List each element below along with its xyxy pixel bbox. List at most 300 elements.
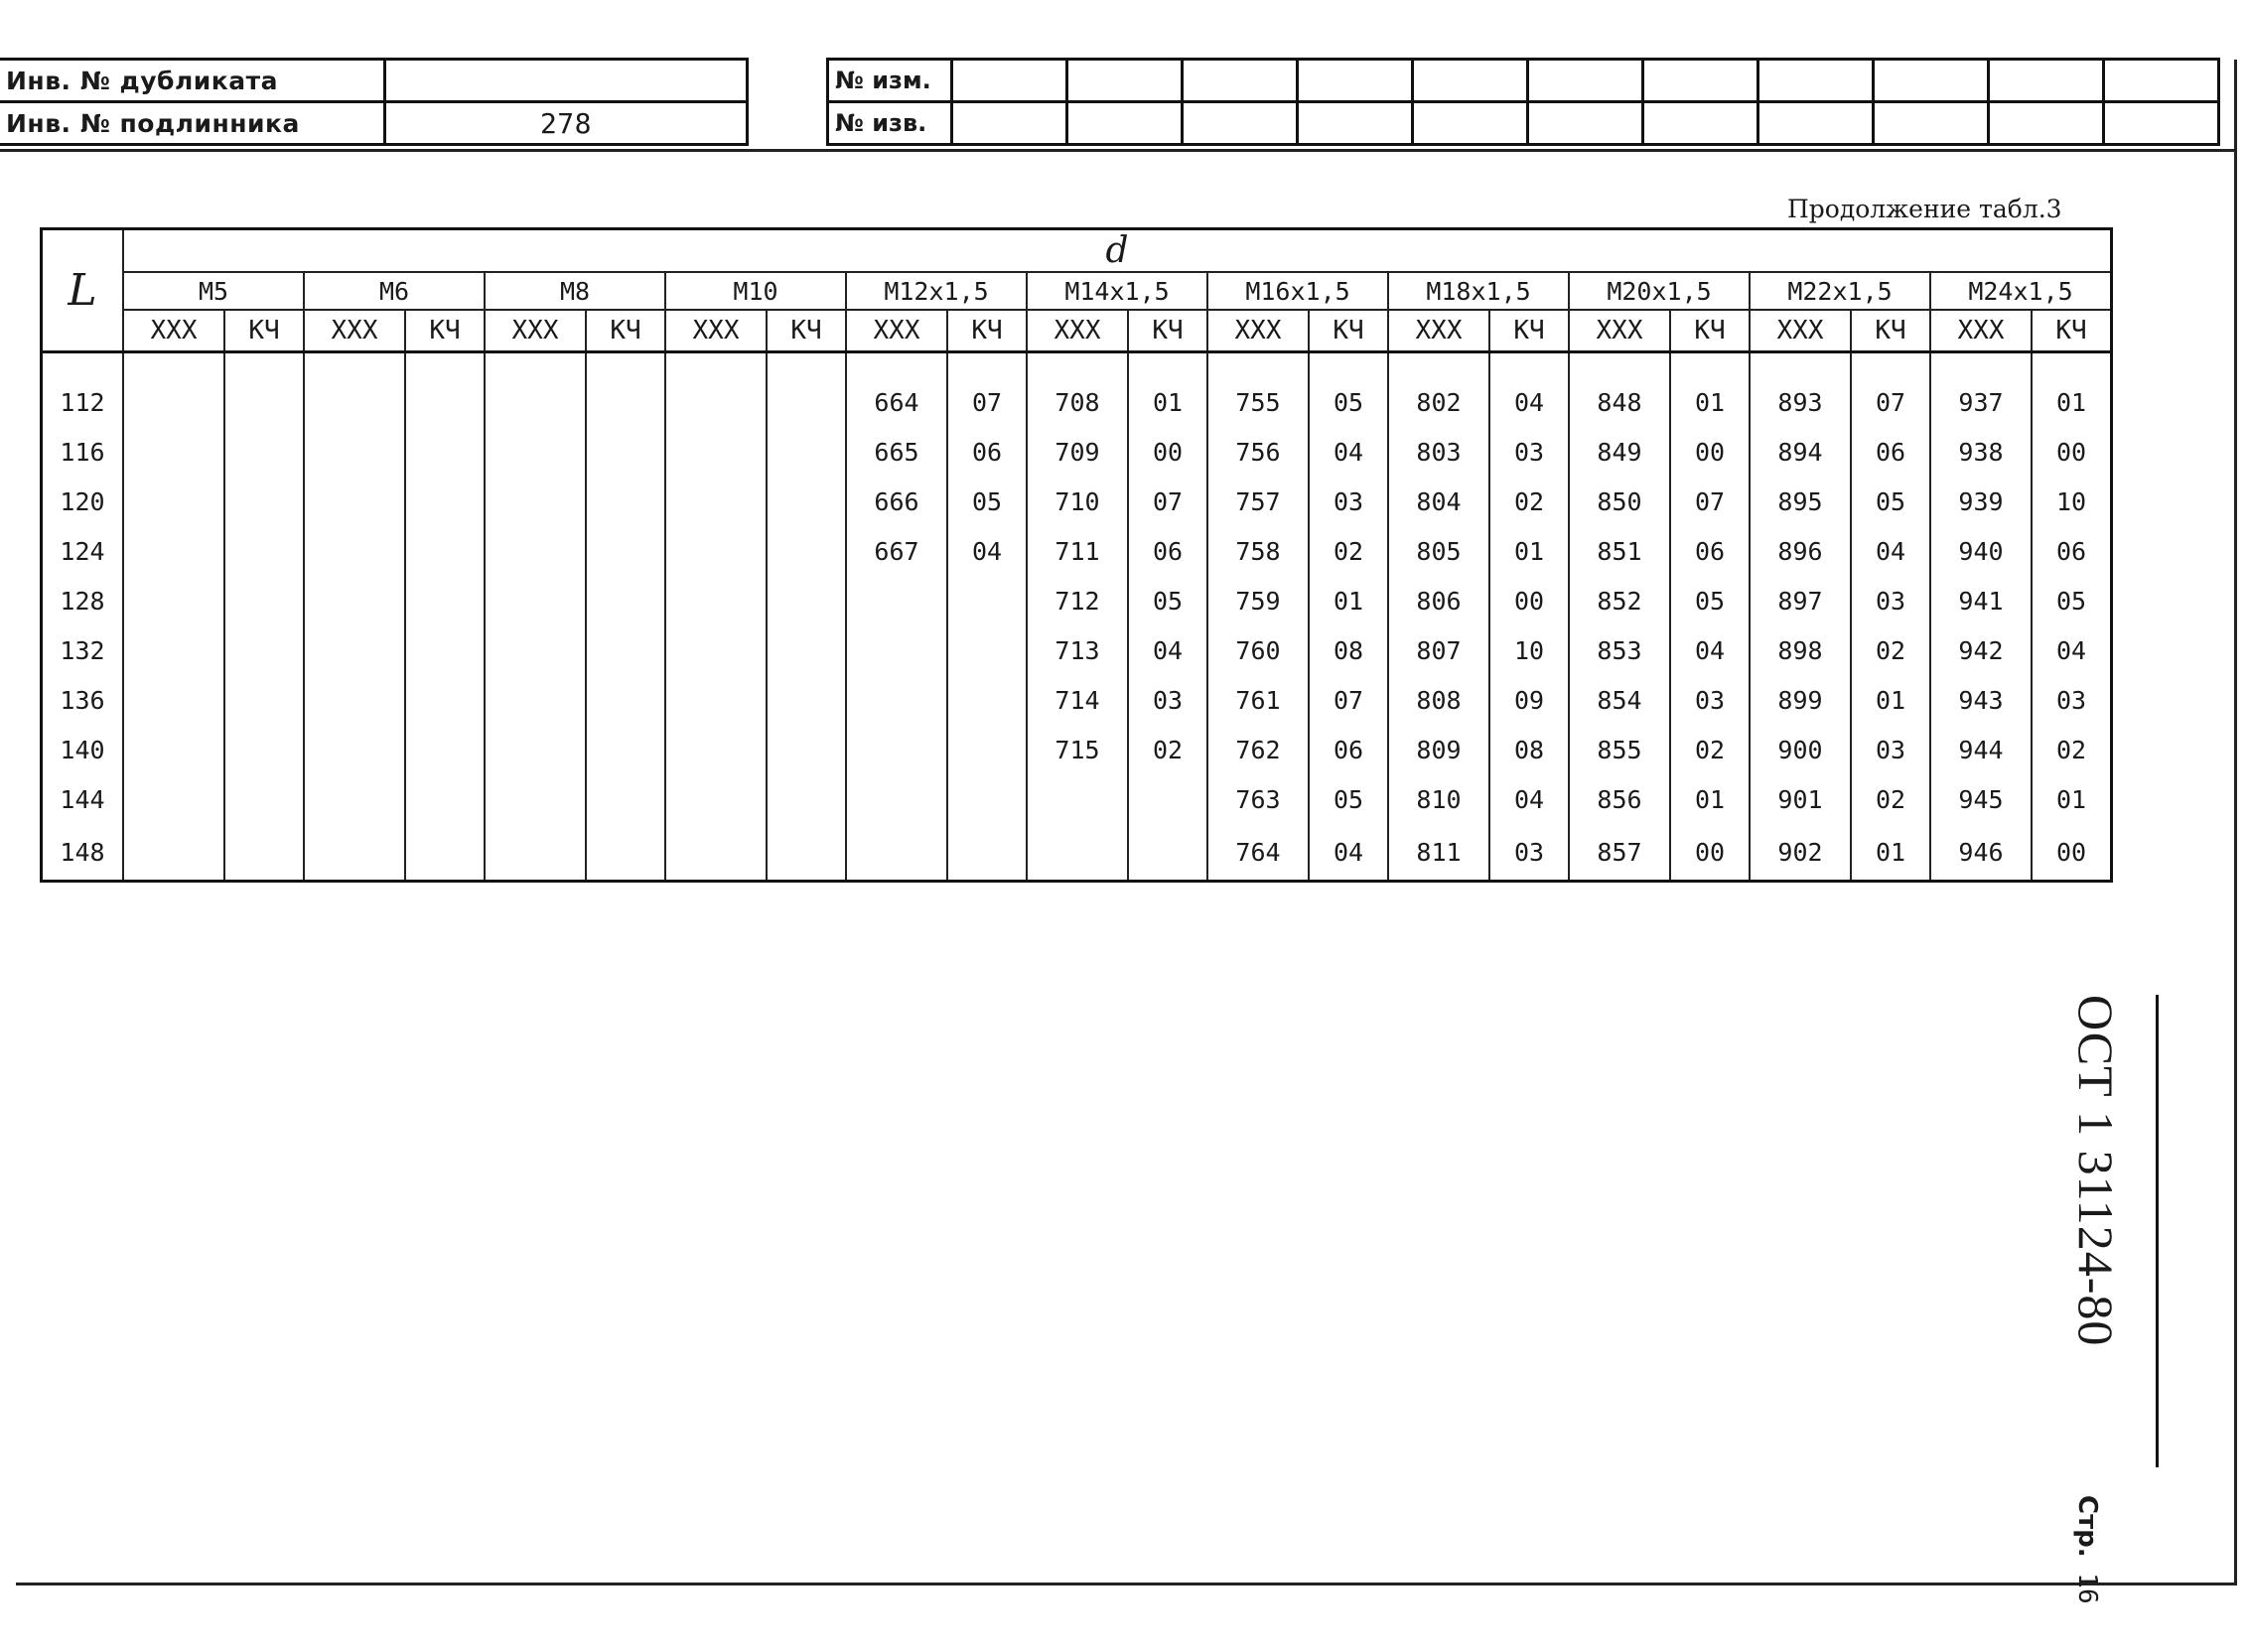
length-cell: 140	[42, 725, 124, 774]
class-cell: 05	[2032, 576, 2112, 625]
code-cell: 900	[1750, 725, 1851, 774]
page-indicator	[2072, 1495, 2102, 1604]
code-cell: 805	[1388, 526, 1489, 576]
code-subheader: ХХХ	[1569, 310, 1670, 352]
size-header: М20х1,5	[1569, 272, 1750, 310]
original-label: Инв. № подлинника	[0, 102, 385, 145]
code-cell	[304, 824, 405, 882]
spacer-cell	[485, 352, 586, 378]
class-cell: 05	[1851, 477, 1930, 526]
spacer-cell	[1670, 352, 1750, 378]
class-cell: 02	[1670, 725, 1750, 774]
spacer-row	[42, 352, 2112, 378]
class-subheader: КЧ	[1489, 310, 1569, 352]
spacer-cell	[2032, 352, 2112, 378]
class-cell	[405, 526, 485, 576]
code-cell: 893	[1750, 377, 1851, 427]
code-cell: 806	[1388, 576, 1489, 625]
class-cell	[586, 824, 665, 882]
code-cell: 898	[1750, 625, 1851, 675]
code-cell: 709	[1027, 427, 1128, 477]
class-cell: 03	[1128, 675, 1207, 725]
class-cell: 01	[1670, 377, 1750, 427]
duplicate-value	[385, 60, 748, 102]
length-cell: 116	[42, 427, 124, 477]
table-row	[42, 824, 2112, 882]
class-cell: 00	[1128, 427, 1207, 477]
spacer-cell	[947, 352, 1027, 378]
code-cell: 938	[1930, 427, 2032, 477]
code-subheader: ХХХ	[1388, 310, 1489, 352]
code-cell	[485, 477, 586, 526]
length-cell: 136	[42, 675, 124, 725]
class-cell	[405, 477, 485, 526]
class-cell	[224, 526, 304, 576]
class-cell: 04	[947, 526, 1027, 576]
class-cell: 00	[1670, 427, 1750, 477]
code-cell	[1027, 824, 1128, 882]
length-cell: 112	[42, 377, 124, 427]
class-cell: 05	[1670, 576, 1750, 625]
code-cell: 851	[1569, 526, 1670, 576]
class-cell: 01	[1851, 675, 1930, 725]
class-cell	[947, 725, 1027, 774]
class-cell	[947, 625, 1027, 675]
code-cell: 664	[846, 377, 947, 427]
code-subheader: ХХХ	[1930, 310, 2032, 352]
class-cell	[224, 774, 304, 824]
page-number: 16	[2072, 1573, 2102, 1604]
change-registry-block	[826, 58, 2220, 146]
spacer-cell	[1309, 352, 1388, 378]
length-cell: 132	[42, 625, 124, 675]
page-label: Стр.	[2072, 1495, 2102, 1558]
code-cell	[665, 725, 767, 774]
spacer-cell	[767, 352, 846, 378]
code-subheader: ХХХ	[665, 310, 767, 352]
change-cell	[1643, 60, 1758, 102]
length-cell: 124	[42, 526, 124, 576]
size-header: М18х1,5	[1388, 272, 1569, 310]
notice-no-row	[828, 102, 2219, 145]
change-cell	[1298, 60, 1413, 102]
original-value: 278	[385, 102, 748, 145]
code-cell	[123, 725, 224, 774]
class-cell	[405, 576, 485, 625]
code-cell	[665, 774, 767, 824]
class-cell: 05	[947, 477, 1027, 526]
code-cell	[665, 625, 767, 675]
size-header: М22х1,5	[1750, 272, 1930, 310]
class-cell	[224, 427, 304, 477]
class-subheader: КЧ	[586, 310, 665, 352]
spacer-cell	[1851, 352, 1930, 378]
class-cell: 07	[1851, 377, 1930, 427]
code-cell: 808	[1388, 675, 1489, 725]
class-cell: 04	[2032, 625, 2112, 675]
class-cell: 00	[1489, 576, 1569, 625]
code-cell: 666	[846, 477, 947, 526]
duplicate-label: Инв. № дубликата	[0, 60, 385, 102]
class-subheader: КЧ	[767, 310, 846, 352]
code-cell	[485, 725, 586, 774]
spacer-cell	[1930, 352, 2032, 378]
change-no-row	[828, 60, 2219, 102]
code-cell: 856	[1569, 774, 1670, 824]
class-cell: 01	[2032, 377, 2112, 427]
change-cell	[1874, 60, 1989, 102]
class-cell	[224, 824, 304, 882]
class-cell	[947, 774, 1027, 824]
code-cell: 757	[1207, 477, 1309, 526]
code-cell: 809	[1388, 725, 1489, 774]
class-cell: 01	[1128, 377, 1207, 427]
class-cell	[586, 675, 665, 725]
code-cell: 756	[1207, 427, 1309, 477]
code-cell	[123, 427, 224, 477]
code-cell: 896	[1750, 526, 1851, 576]
code-cell	[123, 576, 224, 625]
class-cell: 08	[1489, 725, 1569, 774]
code-cell	[665, 377, 767, 427]
spacer-cell	[586, 352, 665, 378]
class-cell: 03	[1851, 725, 1930, 774]
change-cell	[2104, 60, 2219, 102]
thread-size-table	[40, 227, 2113, 883]
spacer-cell	[304, 352, 405, 378]
code-cell: 667	[846, 526, 947, 576]
table-row	[42, 725, 2112, 774]
notice-cell	[1413, 102, 1528, 145]
length-column-header: L	[42, 229, 124, 352]
spacer-cell	[405, 352, 485, 378]
change-cell	[1989, 60, 2104, 102]
code-cell	[485, 576, 586, 625]
class-cell	[586, 725, 665, 774]
spacer-cell	[1128, 352, 1207, 378]
spacer-cell	[1569, 352, 1670, 378]
notice-cell	[1874, 102, 1989, 145]
class-cell	[224, 377, 304, 427]
code-cell	[123, 824, 224, 882]
change-cell	[1183, 60, 1298, 102]
class-cell: 00	[2032, 824, 2112, 882]
code-subheader: ХХХ	[846, 310, 947, 352]
class-subheader: КЧ	[405, 310, 485, 352]
class-cell	[947, 576, 1027, 625]
class-cell	[767, 774, 846, 824]
class-cell: 06	[2032, 526, 2112, 576]
class-cell: 02	[1851, 625, 1930, 675]
code-cell: 755	[1207, 377, 1309, 427]
code-cell	[123, 526, 224, 576]
size-header: М14х1,5	[1027, 272, 1207, 310]
class-cell: 09	[1489, 675, 1569, 725]
notice-cell	[1067, 102, 1183, 145]
class-cell: 06	[1851, 427, 1930, 477]
code-cell	[485, 774, 586, 824]
class-cell: 08	[1309, 625, 1388, 675]
length-cell: 148	[42, 824, 124, 882]
code-cell: 901	[1750, 774, 1851, 824]
code-cell: 939	[1930, 477, 2032, 526]
table-body	[42, 352, 2112, 882]
class-cell	[586, 526, 665, 576]
class-cell	[1128, 774, 1207, 824]
class-cell: 02	[1128, 725, 1207, 774]
code-cell	[665, 477, 767, 526]
stamp-rule	[2156, 995, 2159, 1467]
code-cell: 712	[1027, 576, 1128, 625]
code-cell: 855	[1569, 725, 1670, 774]
code-cell: 764	[1207, 824, 1309, 882]
class-cell	[224, 725, 304, 774]
code-cell	[485, 526, 586, 576]
class-cell	[405, 625, 485, 675]
class-subheader: КЧ	[947, 310, 1027, 352]
inventory-block	[0, 58, 749, 146]
notice-cell	[1528, 102, 1643, 145]
size-header: М12х1,5	[846, 272, 1027, 310]
size-header: М5	[123, 272, 304, 310]
original-row	[0, 102, 748, 145]
code-cell: 760	[1207, 625, 1309, 675]
table-row	[42, 675, 2112, 725]
code-cell: 942	[1930, 625, 2032, 675]
size-header: М24х1,5	[1930, 272, 2112, 310]
code-cell	[123, 675, 224, 725]
code-cell	[665, 824, 767, 882]
code-cell: 899	[1750, 675, 1851, 725]
code-cell	[665, 427, 767, 477]
code-cell: 897	[1750, 576, 1851, 625]
class-cell: 01	[1489, 526, 1569, 576]
class-cell: 04	[1128, 625, 1207, 675]
notice-cell	[1643, 102, 1758, 145]
code-cell: 665	[846, 427, 947, 477]
class-cell	[767, 576, 846, 625]
code-cell	[485, 377, 586, 427]
class-cell: 01	[1309, 576, 1388, 625]
change-cell	[1528, 60, 1643, 102]
code-cell: 895	[1750, 477, 1851, 526]
code-cell: 850	[1569, 477, 1670, 526]
code-cell	[665, 675, 767, 725]
class-cell: 00	[2032, 427, 2112, 477]
code-cell: 713	[1027, 625, 1128, 675]
code-cell	[123, 625, 224, 675]
spacer-cell	[1489, 352, 1569, 378]
change-cell	[1067, 60, 1183, 102]
code-cell: 714	[1027, 675, 1128, 725]
class-cell: 01	[1851, 824, 1930, 882]
class-cell: 07	[1309, 675, 1388, 725]
notice-cell	[1758, 102, 1874, 145]
code-cell: 943	[1930, 675, 2032, 725]
class-cell: 10	[2032, 477, 2112, 526]
class-cell	[767, 675, 846, 725]
class-cell: 03	[1489, 427, 1569, 477]
class-cell	[767, 625, 846, 675]
frame-top-line	[0, 149, 2236, 152]
class-cell: 06	[1670, 526, 1750, 576]
code-cell	[304, 477, 405, 526]
class-cell	[586, 477, 665, 526]
class-cell: 07	[947, 377, 1027, 427]
table-row	[42, 526, 2112, 576]
code-cell: 940	[1930, 526, 2032, 576]
class-cell: 01	[1670, 774, 1750, 824]
spacer-cell	[1027, 352, 1128, 378]
class-cell	[767, 824, 846, 882]
class-cell	[947, 675, 1027, 725]
class-cell	[405, 824, 485, 882]
code-cell: 944	[1930, 725, 2032, 774]
code-cell: 758	[1207, 526, 1309, 576]
code-cell: 762	[1207, 725, 1309, 774]
class-cell: 02	[2032, 725, 2112, 774]
table-row	[42, 576, 2112, 625]
class-cell: 05	[1309, 774, 1388, 824]
class-cell: 05	[1128, 576, 1207, 625]
code-cell: 803	[1388, 427, 1489, 477]
class-cell	[586, 774, 665, 824]
class-cell	[767, 427, 846, 477]
code-cell: 941	[1930, 576, 2032, 625]
spacer-cell	[1750, 352, 1851, 378]
length-cell: 120	[42, 477, 124, 526]
class-subheader: КЧ	[1309, 310, 1388, 352]
code-cell: 849	[1569, 427, 1670, 477]
change-no-label: № изм.	[828, 60, 952, 102]
table-row	[42, 774, 2112, 824]
code-subheader: ХХХ	[485, 310, 586, 352]
class-subheader: КЧ	[1128, 310, 1207, 352]
code-cell: 811	[1388, 824, 1489, 882]
code-cell	[485, 675, 586, 725]
class-cell: 04	[1851, 526, 1930, 576]
code-cell: 810	[1388, 774, 1489, 824]
code-subheader: ХХХ	[1750, 310, 1851, 352]
notice-no-label: № изв.	[828, 102, 952, 145]
class-subheader: КЧ	[1851, 310, 1930, 352]
class-cell: 03	[1489, 824, 1569, 882]
sub-header-row	[42, 310, 2112, 352]
class-cell: 07	[1128, 477, 1207, 526]
size-header: М8	[485, 272, 665, 310]
class-cell: 06	[1309, 725, 1388, 774]
class-cell: 02	[1851, 774, 1930, 824]
class-cell: 06	[1128, 526, 1207, 576]
class-cell	[947, 824, 1027, 882]
code-cell: 853	[1569, 625, 1670, 675]
code-subheader: ХХХ	[304, 310, 405, 352]
class-cell: 00	[1670, 824, 1750, 882]
spacer-cell	[123, 352, 224, 378]
code-cell: 710	[1027, 477, 1128, 526]
class-cell	[405, 725, 485, 774]
class-cell	[1128, 824, 1207, 882]
notice-cell	[1989, 102, 2104, 145]
code-cell	[304, 774, 405, 824]
class-cell	[586, 625, 665, 675]
size-header: М16х1,5	[1207, 272, 1388, 310]
code-cell	[846, 675, 947, 725]
spacer-cell	[665, 352, 767, 378]
class-cell: 03	[2032, 675, 2112, 725]
duplicate-row	[0, 60, 748, 102]
size-header: М6	[304, 272, 485, 310]
code-cell	[304, 377, 405, 427]
code-cell	[123, 774, 224, 824]
class-cell	[224, 576, 304, 625]
code-cell: 711	[1027, 526, 1128, 576]
class-cell: 04	[1489, 774, 1569, 824]
code-cell	[846, 625, 947, 675]
length-cell: 144	[42, 774, 124, 824]
notice-cell	[2104, 102, 2219, 145]
class-cell: 06	[947, 427, 1027, 477]
table-row	[42, 427, 2112, 477]
class-cell: 03	[1309, 477, 1388, 526]
class-cell	[767, 477, 846, 526]
code-cell	[485, 427, 586, 477]
change-cell	[1758, 60, 1874, 102]
table-row	[42, 625, 2112, 675]
class-cell: 02	[1489, 477, 1569, 526]
class-cell	[767, 725, 846, 774]
change-cell	[1413, 60, 1528, 102]
code-cell: 848	[1569, 377, 1670, 427]
code-cell	[846, 576, 947, 625]
spacer-cell	[846, 352, 947, 378]
class-cell	[405, 427, 485, 477]
diameter-group-header: d	[123, 229, 2112, 273]
class-cell: 05	[1309, 377, 1388, 427]
code-cell: 902	[1750, 824, 1851, 882]
code-cell: 854	[1569, 675, 1670, 725]
code-cell: 894	[1750, 427, 1851, 477]
code-cell	[123, 377, 224, 427]
code-cell	[1027, 774, 1128, 824]
code-cell	[304, 675, 405, 725]
code-cell: 763	[1207, 774, 1309, 824]
size-header-row	[42, 272, 2112, 310]
code-cell: 946	[1930, 824, 2032, 882]
class-cell: 03	[1851, 576, 1930, 625]
notice-cell	[1183, 102, 1298, 145]
class-cell	[405, 774, 485, 824]
code-subheader: ХХХ	[1027, 310, 1128, 352]
length-cell: 128	[42, 576, 124, 625]
code-cell: 761	[1207, 675, 1309, 725]
code-subheader: ХХХ	[1207, 310, 1309, 352]
code-cell: 857	[1569, 824, 1670, 882]
code-cell: 804	[1388, 477, 1489, 526]
code-cell: 945	[1930, 774, 2032, 824]
table-caption: Продолжение табл.3	[1787, 195, 2062, 223]
code-cell: 759	[1207, 576, 1309, 625]
table-row	[42, 377, 2112, 427]
code-cell	[665, 526, 767, 576]
class-cell	[767, 526, 846, 576]
code-cell	[304, 625, 405, 675]
code-cell: 802	[1388, 377, 1489, 427]
code-cell	[485, 625, 586, 675]
table-row	[42, 477, 2112, 526]
code-cell	[304, 725, 405, 774]
class-cell: 04	[1670, 625, 1750, 675]
